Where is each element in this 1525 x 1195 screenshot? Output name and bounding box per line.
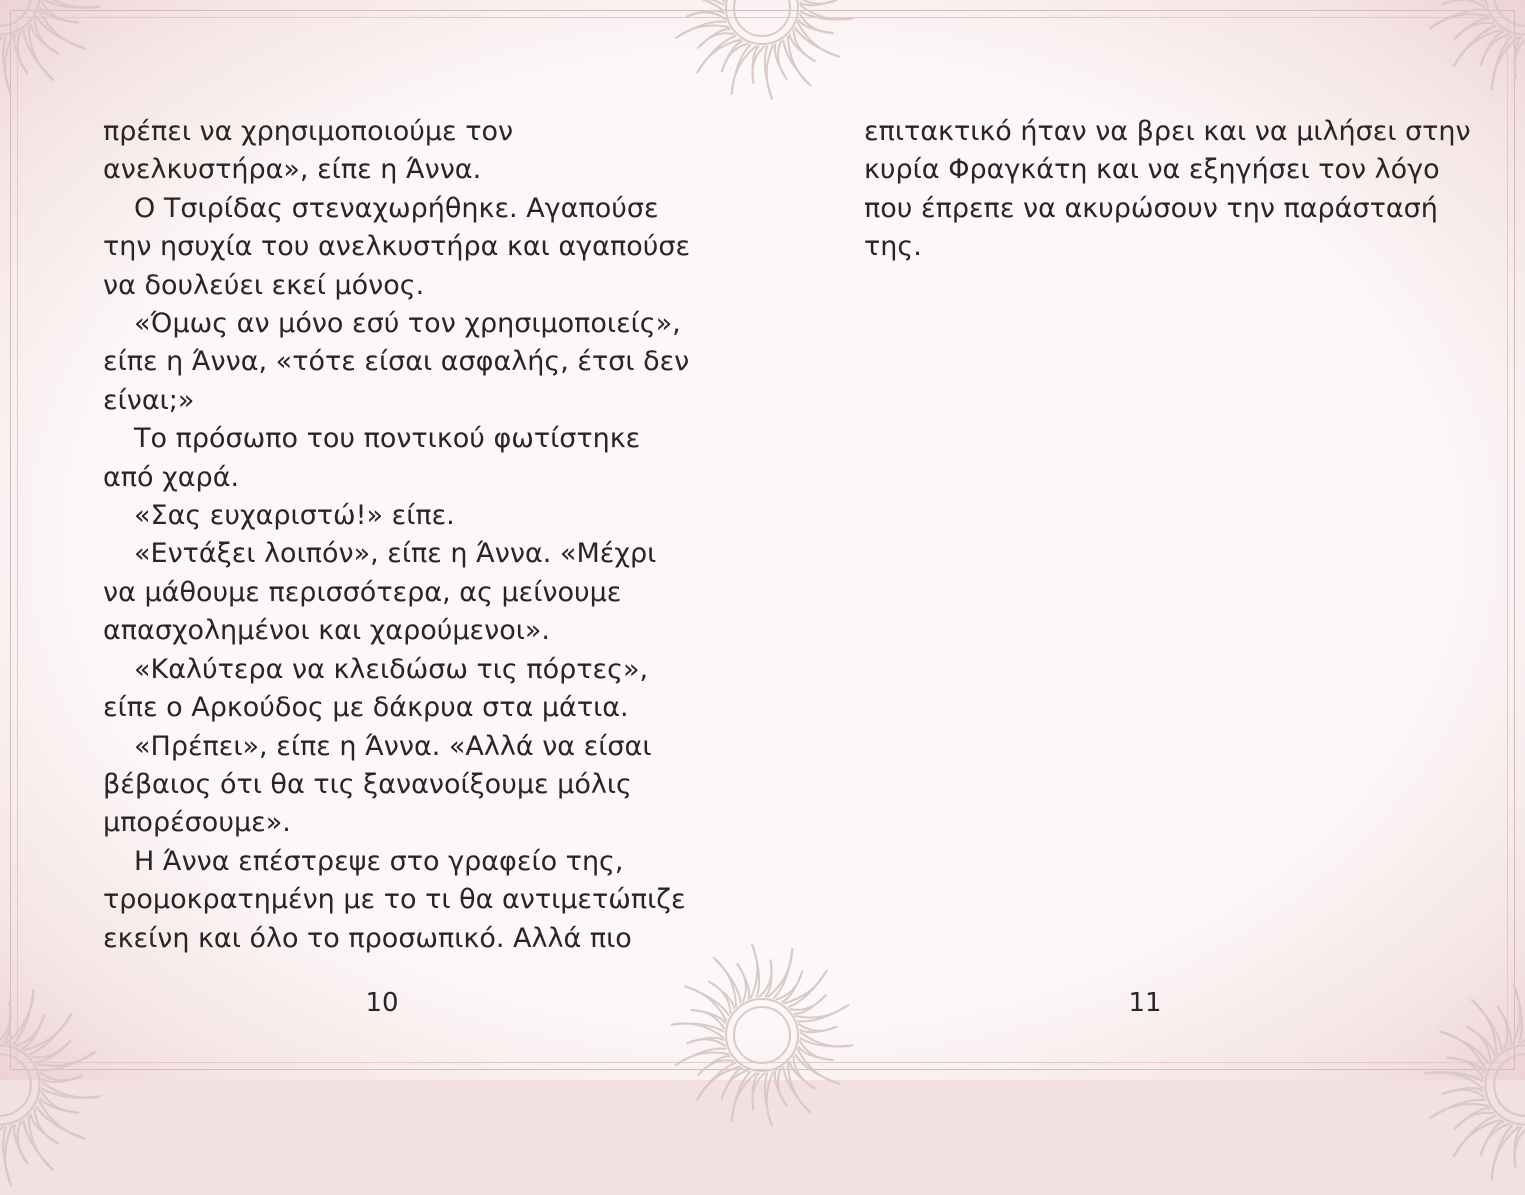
text-line: να μάθουμε περισσότερα, ας μείνουμε [103,576,622,608]
text-line: την ησυχία του ανελκυστήρα και αγαπούσε [103,231,691,263]
text-line: «Καλύτερα να κλειδώσω τις πόρτες», [134,653,649,685]
text-line: «Σας ευχαριστώ!» είπε. [134,500,455,532]
text-line: κυρία Φραγκάτη και να εξηγήσει τον λόγο [864,154,1440,186]
text-line: από χαρά. [103,461,240,493]
right-page-text [864,113,1471,267]
left-page-text [103,113,691,958]
sun-ornament-icon [0,975,110,1195]
text-line: απασχολημένοι και χαρούμενοι». [103,615,550,647]
text-line: Το πρόσωπο του ποντικού φωτίστηκε [134,423,641,455]
left-page-number: 10 [365,988,399,1018]
sun-ornament-icon [1415,975,1525,1195]
text-line: «Εντάξει λοιπόν», είπε η Άννα. «Μέχρι [134,538,657,570]
text-line: Ο Τσιρίδας στεναχωρήθηκε. Αγαπούσε [134,192,659,224]
text-line: Η Άννα επέστρεψε στο γραφείο της, [134,845,624,877]
sun-ornament-icon [662,0,862,108]
sun-ornament-icon [1415,0,1525,105]
sun-ornament-icon [0,0,110,105]
text-line: ανελκυστήρα», είπε η Άννα. [103,154,482,186]
text-line: είναι;» [103,384,195,416]
text-line: που έπρεπε να ακυρώσουν την παράστασή [864,192,1438,224]
text-line: «Όμως αν μόνο εσύ τον χρησιμοποιείς», [134,308,681,340]
text-line: μπορέσουμε». [103,807,291,839]
text-line: να δουλεύει εκεί μόνος. [103,269,425,301]
text-line: πρέπει να χρησιμοποιούμε τον [103,116,514,147]
sun-ornament-icon [662,935,862,1135]
text-line: είπε η Άννα, «τότε είσαι ασφαλής, έτσι δεν [103,346,690,378]
text-line: είπε ο Αρκούδος με δάκρυα στα μάτια. [103,692,629,724]
text-line: «Πρέπει», είπε η Άννα. «Αλλά να είσαι [134,730,652,762]
text-line: εκείνη και όλο το προσωπικό. Αλλά πιο [103,922,632,954]
text-line: βέβαιος ότι θα τις ξανανοίξουμε μόλις [103,768,632,800]
text-line: τρομοκρατημένη με το τι θα αντιμετώπιζε [103,884,686,916]
text-line: της. [864,231,922,263]
right-page-number: 11 [1128,988,1162,1018]
text-line: επιτακτικό ήταν να βρει και να μιλήσει στην [864,116,1471,147]
